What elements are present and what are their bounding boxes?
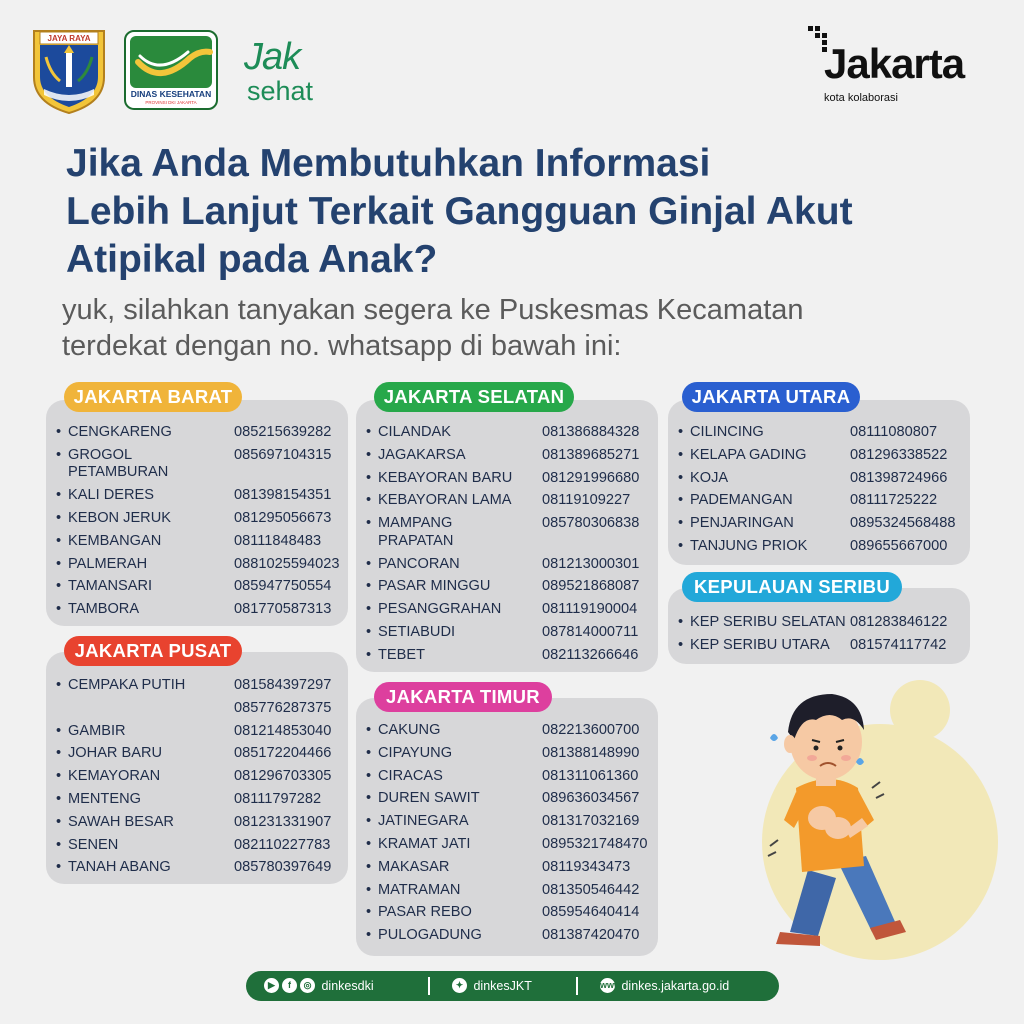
dki-jakarta-emblem-logo (30, 27, 108, 115)
kecamatan-name: PASAR MINGGU (378, 578, 491, 595)
bullet: • (56, 813, 62, 830)
whatsapp-number[interactable]: 081296703305 (234, 768, 332, 785)
kecamatan-name: PANCORAN (378, 555, 460, 572)
whatsapp-number[interactable]: 085697104315 (234, 446, 332, 463)
whatsapp-number[interactable]: 089521868087 (542, 578, 640, 595)
kecamatan-name: CIPAYUNG (378, 744, 453, 761)
whatsapp-number[interactable]: 08111725222 (850, 492, 938, 509)
whatsapp-number[interactable]: 081388148990 (542, 744, 640, 761)
whatsapp-number[interactable]: 081350546442 (542, 881, 640, 898)
bullet: • (366, 601, 372, 618)
instagram-icon: ◎ (300, 978, 315, 993)
bullet: • (366, 744, 372, 761)
whatsapp-number[interactable]: 085776287375 (234, 699, 332, 716)
whatsapp-number[interactable]: 081398724966 (850, 469, 948, 486)
bullet: • (678, 636, 684, 653)
kecamatan-name: KEP SERIBU SELATAN (690, 614, 846, 630)
kecamatan-name: KEBAYORAN LAMA (378, 492, 512, 509)
kecamatan-name: TANJUNG PRIOK (690, 538, 808, 554)
subtitle-line: terdekat dengan no. whatsapp di bawah ini: (62, 330, 622, 362)
region-card-utara (668, 400, 970, 565)
twitter-icon: ✦ (452, 978, 467, 993)
kecamatan-name: PADEMANGAN (690, 492, 793, 509)
whatsapp-number[interactable]: 085947750554 (234, 578, 332, 595)
kecamatan-name: CAKUNG (378, 722, 441, 738)
bullet: • (366, 927, 372, 944)
youtube-icon: ▶ (264, 978, 279, 993)
whatsapp-number[interactable]: 081387420470 (542, 927, 640, 944)
bullet: • (678, 469, 684, 486)
bullet: • (366, 836, 372, 852)
bullet: • (56, 509, 62, 526)
bullet: • (56, 532, 62, 549)
bullet: • (678, 614, 684, 630)
emblem-text: JAYA RAYA (47, 34, 91, 43)
kecamatan-name: KEMBANGAN (68, 532, 162, 549)
kecamatan-name: KEMAYORAN (68, 768, 161, 785)
kecamatan-name: GROGOL PETAMBURAN (68, 446, 169, 481)
bullet: • (366, 790, 372, 807)
region-label-barat: JAKARTA BARAT (64, 382, 242, 412)
bullet: • (56, 446, 62, 463)
bullet: • (56, 722, 62, 739)
footer-handle-dinkesdki: dinkesdki (321, 979, 374, 993)
kecamatan-name: JATINEGARA (378, 813, 469, 830)
footer-social-dinkesjkt[interactable] (452, 971, 532, 1001)
kecamatan-name: MATRAMAN (378, 881, 461, 898)
whatsapp-number[interactable]: 081214853040 (234, 722, 332, 739)
kecamatan-name: KALI DERES (68, 487, 154, 504)
whatsapp-number[interactable]: 089636034567 (542, 790, 640, 807)
kecamatan-name: CILANDAK (378, 424, 451, 440)
region-label-timur: JAKARTA TIMUR (374, 682, 552, 712)
kecamatan-name: KEP SERIBU UTARA (690, 636, 830, 653)
whatsapp-number[interactable]: 082110227783 (234, 836, 331, 853)
subtitle-line: yuk, silahkan tanyakan segera ke Puskesmas Kecamatan (62, 294, 804, 326)
region-label-seribu: KEPULAUAN SERIBU (682, 572, 902, 602)
kecamatan-name: DUREN SAWIT (378, 790, 480, 807)
bullet: • (366, 646, 372, 663)
footer-website-link[interactable] (600, 971, 729, 1001)
footer-divider (428, 977, 430, 995)
whatsapp-number[interactable]: 085780397649 (234, 859, 332, 876)
bullet: • (56, 677, 62, 693)
kecamatan-name: PULOGADUNG (378, 927, 482, 944)
kecamatan-name: SAWAH BESAR (68, 813, 174, 830)
footer-social-dinkesdki[interactable] (264, 971, 374, 1001)
kecamatan-name: KOJA (690, 469, 729, 486)
bullet: • (366, 492, 372, 509)
title-line: Jika Anda Membutuhkan Informasi (66, 142, 711, 185)
sick-child-illustration (750, 670, 1010, 960)
bullet: • (678, 538, 684, 554)
bullet: • (366, 904, 372, 921)
whatsapp-number[interactable]: 081295056673 (234, 509, 332, 526)
jaksehat-logo-sehat: sehat (247, 76, 314, 106)
whatsapp-number[interactable]: 0881025594023 (234, 555, 340, 572)
whatsapp-number[interactable]: 089655667000 (850, 538, 948, 554)
bullet: • (366, 722, 372, 738)
whatsapp-number[interactable]: 0895321748470 (542, 836, 648, 852)
whatsapp-number[interactable]: 081574117742 (850, 636, 947, 653)
kecamatan-name: TEBET (378, 646, 426, 663)
region-card-selatan (356, 400, 658, 672)
kecamatan-name: CIRACAS (378, 767, 443, 784)
kecamatan-name: KRAMAT JATI (378, 836, 471, 852)
facebook-icon: f (282, 978, 297, 993)
bullet: • (56, 859, 62, 876)
jaksehat-logo-jak: Jak (244, 36, 301, 78)
kecamatan-name: TANAH ABANG (68, 859, 171, 876)
region-card-barat (46, 400, 348, 626)
kecamatan-name: JAGAKARSA (378, 446, 466, 463)
whatsapp-number[interactable]: 085780306838 (542, 515, 640, 532)
whatsapp-number[interactable]: 081119190004 (542, 601, 638, 618)
whatsapp-number[interactable]: 082113266646 (542, 646, 639, 663)
jakarta-kota-kolaborasi-logo (808, 24, 1008, 114)
bullet: • (366, 555, 372, 572)
bullet: • (56, 768, 62, 785)
whatsapp-number[interactable]: 08119109227 (542, 492, 631, 509)
kecamatan-name: KEBAYORAN BARU (378, 469, 513, 486)
kecamatan-name: SENEN (68, 836, 119, 853)
footer-website-text: dinkes.jakarta.go.id (621, 979, 730, 993)
kecamatan-name: PENJARINGAN (690, 515, 794, 532)
bullet: • (56, 836, 62, 853)
brand-tagline: kota kolaborasi (824, 92, 898, 104)
dinkes-logo-subname: PROVINSI DKI JAKARTA (145, 100, 197, 105)
kecamatan-name: KELAPA GADING (690, 446, 807, 463)
whatsapp-number[interactable]: 08119343473 (542, 858, 631, 875)
bullet: • (366, 424, 372, 440)
whatsapp-number[interactable]: 08111797282 (234, 791, 322, 807)
bullet: • (56, 487, 62, 504)
whatsapp-number[interactable]: 081296338522 (850, 446, 948, 463)
region-card-pusat (46, 652, 348, 884)
kecamatan-name: CEMPAKA PUTIH (68, 677, 186, 693)
social-footer (246, 971, 779, 1001)
kecamatan-name: JOHAR BARU (68, 745, 163, 762)
whatsapp-number[interactable]: 081398154351 (234, 487, 332, 504)
whatsapp-number[interactable]: 081386884328 (542, 424, 640, 440)
title-line: Atipikal pada Anak? (66, 238, 438, 281)
footer-divider (576, 977, 578, 995)
whatsapp-number[interactable]: 081770587313 (234, 601, 332, 618)
kecamatan-name: CENGKARENG (68, 424, 172, 440)
bullet: • (56, 601, 62, 618)
kecamatan-name: PESANGGRAHAN (378, 601, 502, 618)
bullet: • (366, 767, 372, 784)
whatsapp-number[interactable]: 082213600700 (542, 722, 640, 738)
kecamatan-name: PALMERAH (68, 555, 148, 572)
bullet: • (56, 578, 62, 595)
dinkes-logo-name: DINAS KESEHATAN (130, 89, 212, 99)
kecamatan-name: SETIABUDI (378, 623, 456, 640)
dinkes-logo-band (130, 36, 212, 88)
region-label-pusat: JAKARTA PUSAT (64, 636, 242, 666)
whatsapp-number[interactable]: 085954640414 (542, 904, 640, 921)
kecamatan-name: CILINCING (690, 424, 764, 440)
bullet: • (56, 745, 62, 762)
whatsapp-number[interactable]: 081291996680 (542, 469, 640, 486)
bullet: • (678, 424, 684, 440)
bullet: • (678, 492, 684, 509)
kecamatan-name: KEBON JERUK (68, 509, 171, 526)
whatsapp-number[interactable]: 085172204466 (234, 745, 332, 762)
kecamatan-name: TAMBORA (68, 601, 140, 618)
bullet: • (366, 813, 372, 830)
whatsapp-number[interactable]: 081389685271 (542, 446, 640, 463)
brand-word: Jakarta (824, 40, 965, 87)
whatsapp-number[interactable]: 081317032169 (542, 813, 640, 830)
bullet: • (366, 881, 372, 898)
dinas-kesehatan-logo (124, 30, 218, 110)
whatsapp-number[interactable]: 081213000301 (542, 555, 640, 572)
region-label-selatan: JAKARTA SELATAN (374, 382, 574, 412)
bullet: • (366, 858, 372, 875)
region-card-timur (356, 698, 658, 956)
kecamatan-name: MENTENG (68, 791, 141, 807)
bullet: • (366, 469, 372, 486)
whatsapp-number[interactable]: 081231331907 (234, 813, 332, 830)
kecamatan-name: PASAR REBO (378, 904, 472, 921)
bullet: • (366, 623, 372, 640)
bullet: • (56, 555, 62, 572)
kecamatan-name: GAMBIR (68, 722, 126, 739)
bullet: • (678, 515, 684, 532)
bullet: • (366, 446, 372, 463)
jaksehat-logo (244, 36, 354, 106)
title-line: Lebih Lanjut Terkait Gangguan Ginjal Akut (66, 190, 853, 233)
whatsapp-number[interactable]: 08111080807 (850, 424, 938, 440)
whatsapp-number[interactable]: 081283846122 (850, 614, 948, 630)
page-subtitle (62, 292, 962, 364)
bullet: • (366, 515, 372, 532)
whatsapp-number[interactable]: 081311061360 (542, 767, 639, 784)
kecamatan-name: MAKASAR (378, 858, 450, 875)
kecamatan-name: MAMPANG PRAPATAN (378, 515, 454, 549)
whatsapp-number[interactable]: 0895324568488 (850, 515, 956, 532)
bullet: • (56, 791, 62, 807)
page-title (66, 140, 966, 284)
region-label-utara: JAKARTA UTARA (682, 382, 860, 412)
bullet: • (366, 578, 372, 595)
bullet: • (678, 446, 684, 463)
bullet: • (56, 424, 62, 440)
whatsapp-number[interactable]: 085215639282 (234, 424, 332, 440)
globe-icon: www (600, 978, 615, 993)
kecamatan-name: TAMANSARI (68, 578, 153, 595)
whatsapp-number[interactable]: 08111848483 (234, 532, 322, 549)
whatsapp-number[interactable]: 087814000711 (542, 623, 639, 640)
whatsapp-number[interactable]: 081584397297 (234, 677, 332, 693)
footer-handle-dinkesjkt: dinkesJKT (473, 979, 532, 993)
